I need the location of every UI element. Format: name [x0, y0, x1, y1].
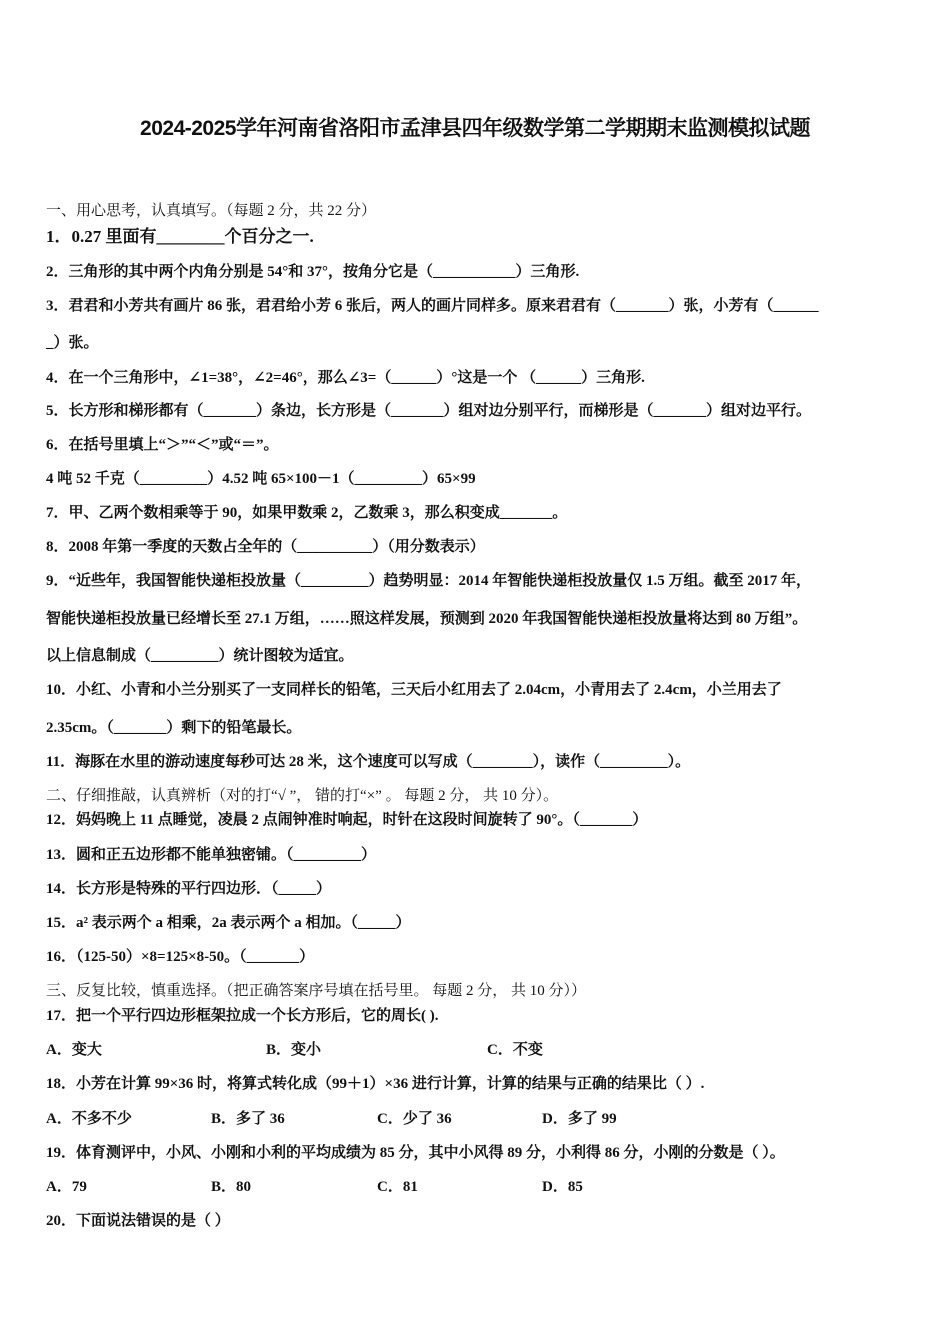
- q19-option-b: B．80: [211, 1179, 252, 1195]
- question-q7: 7．甲、乙两个数相乘等于 90，如果甲数乘 2，乙数乘 3，那么积变成_______。: [46, 505, 568, 521]
- question-q14: 14．长方形是特殊的平行四边形．（_____）: [46, 881, 332, 897]
- question-q4: 4．在一个三角形中，∠1=38°，∠2=46°，那么∠3=（______）°这是一个 （______）三角形.: [46, 370, 645, 386]
- question-q8: 8．2008 年第一季度的天数占全年的（__________）（用分数表示）: [46, 539, 485, 555]
- q18-option-a: A．不多不少: [46, 1111, 132, 1127]
- question-q9: 9．“近些年，我国智能快递柜投放量（_________）趋势明显：2014 年智能快递柜投放量仅 1.5 万组。截至 2017 年，: [46, 573, 812, 589]
- question-q6-items: 4 吨 52 千克（_________）4.52 吨 65×100－1（_________）65×99: [46, 471, 476, 487]
- question-q3-cont: _）张。: [46, 335, 99, 351]
- q18-option-d: D．多了 99: [542, 1111, 617, 1127]
- question-q16: 16．（125-50）×8=125×8-50。（_______）: [46, 949, 315, 965]
- question-q10: 10．小红、小青和小兰分别买了一支同样长的铅笔，三天后小红用去了 2.04cm，小青用去了 2.4cm，小兰用去了: [46, 682, 782, 698]
- q17-option-a: A．变大: [46, 1042, 102, 1058]
- question-q6: 6．在括号里填上“＞”“＜”或“＝”。: [46, 437, 279, 453]
- q19-option-d: D．85: [542, 1179, 583, 1195]
- question-q15: 15．a² 表示两个 a 相乘，2a 表示两个 a 相加。（_____）: [46, 915, 411, 931]
- question-q10-cont: 2.35cm。（_______）剩下的铅笔最长。: [46, 720, 302, 736]
- question-q18: 18．小芳在计算 99×36 时，将算式转化成（99＋1）×36 进行计算，计算的结果与正确的结果比（ ）.: [46, 1076, 705, 1092]
- q19-option-a: A．79: [46, 1179, 87, 1195]
- q17-option-c: C．不变: [487, 1042, 543, 1058]
- document-title: 2024-2025学年河南省洛阳市孟津县四年级数学第二学期期末监测模拟试题: [140, 117, 810, 140]
- question-q20: 20．下面说法错误的是（ ）: [46, 1213, 230, 1229]
- q18-option-c: C．少了 36: [377, 1111, 452, 1127]
- question-q12: 12．妈妈晚上 11 点睡觉，凌晨 2 点闹钟准时响起，时针在这段时间旋转了 90°。（_______）: [46, 812, 648, 828]
- section-3-heading: 三、反复比较，慎重选择。（把正确答案序号填在括号里。 每题 2 分， 共 10 分））: [46, 983, 587, 999]
- question-q3: 3．君君和小芳共有画片 86 张，君君给小芳 6 张后，两人的画片同样多。原来君君有（_______）张，小芳有（______: [46, 298, 819, 314]
- q17-option-b: B．变小: [266, 1042, 322, 1058]
- question-q9-cont2: 以上信息制成（_________）统计图较为适宜。: [46, 648, 354, 664]
- question-q5: 5．长方形和梯形都有（_______）条边，长方形是（_______）组对边分别平行，而梯形是（_______）组对边平行。: [46, 403, 812, 419]
- section-1-heading: 一、用心思考，认真填写。（每题 2 分，共 22 分）: [46, 203, 377, 219]
- question-q1: 1．0.27 里面有________个百分之一.: [46, 227, 314, 246]
- question-q13: 13．圆和正五边形都不能单独密铺。（_________）: [46, 847, 377, 863]
- section-2-heading: 二、仔细推敲，认真辨析（对的打“√ ”， 错的打“×” 。 每题 2 分， 共 10 分）。: [46, 788, 559, 804]
- question-q2: 2．三角形的其中两个内角分别是 54°和 37°，按角分它是（___________）三角形.: [46, 264, 580, 280]
- q18-option-b: B．多了 36: [211, 1111, 285, 1127]
- question-q17: 17．把一个平行四边形框架拉成一个长方形后，它的周长( ).: [46, 1008, 439, 1024]
- question-q9-cont1: 智能快递柜投放量已经增长至 27.1 万组，……照这样发展，预测到 2020 年我国智能快递柜投放量将达到 80 万组”。: [46, 611, 808, 627]
- question-q19: 19．体育测评中，小风、小刚和小利的平均成绩为 85 分，其中小风得 89 分，小利得 86 分，小刚的分数是（ ）。: [46, 1145, 785, 1161]
- question-q11: 11．海豚在水里的游动速度每秒可达 28 米，这个速度可以写成（________），读作（_________）。: [46, 754, 691, 770]
- q19-option-c: C．81: [377, 1179, 418, 1195]
